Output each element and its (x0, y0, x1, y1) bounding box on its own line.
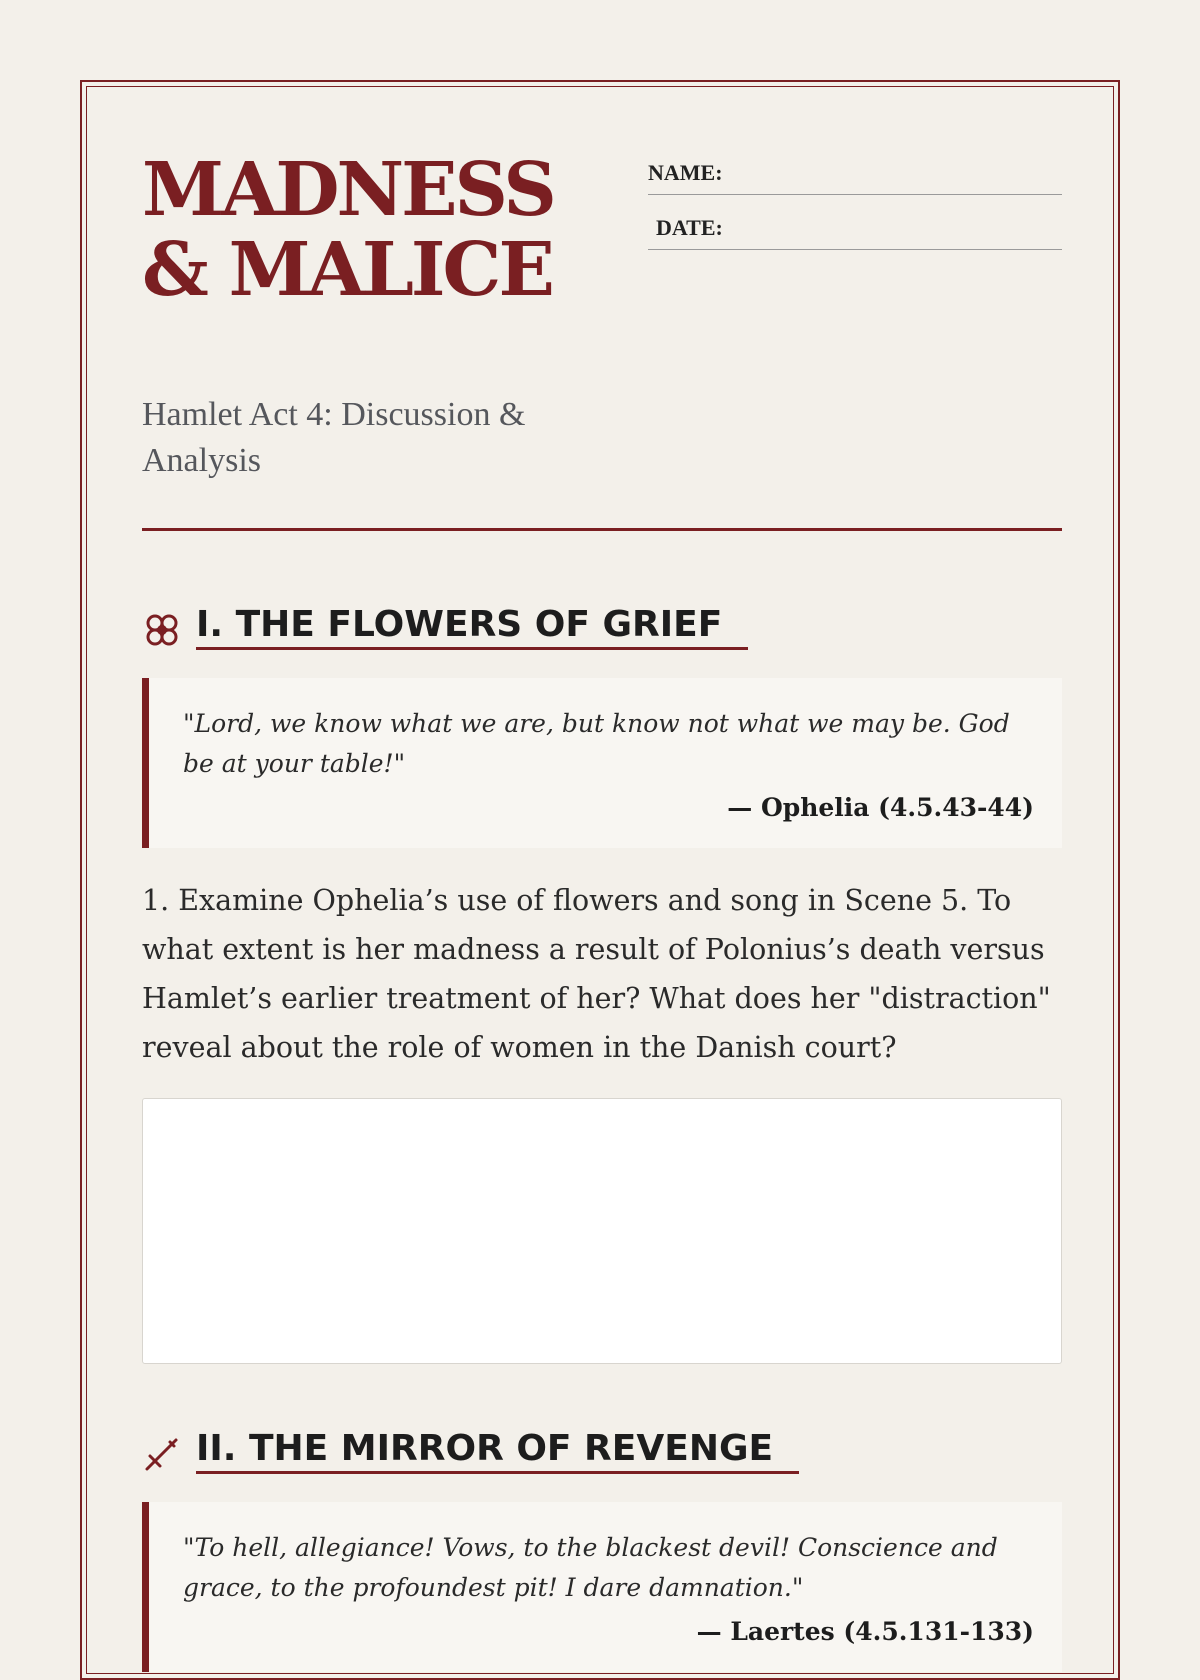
name-field (648, 142, 1062, 195)
question-text: 1. Examine Ophelia’s use of flowers and song in Scene 5. To what extent is her madness a result of Polonius’s death versus Hamlet’s earlier treatment of her? What does her "distraction" reveal about the role of women in the Danish court? (142, 884, 1051, 1064)
page-subtitle: Hamlet Act 4: Discussion & Analysis (142, 396, 526, 479)
date-field (648, 195, 1062, 250)
worksheet-content (142, 142, 1062, 1672)
quote-citation: — Ophelia (4.5.43-44) (727, 793, 1034, 822)
name-label: NAME: (648, 160, 723, 185)
section-title: I. THE FLOWERS OF GRIEF (196, 603, 748, 650)
student-info-fields (648, 142, 1062, 250)
quote-text: "Lord, we know what we are, but know not what we may be. God be at your table!" (183, 709, 1010, 778)
quote-citation: — Laertes (4.5.131-133) (696, 1617, 1034, 1646)
worksheet-header (142, 142, 1062, 530)
flower-icon (142, 610, 182, 650)
section-heading-revenge (142, 1424, 1062, 1474)
name-input[interactable] (740, 158, 1062, 190)
quote-block (142, 1502, 1062, 1672)
quote-text: "To hell, allegiance! Vows, to the blackest devil! Conscience and grace, to the profoundest pit! I dare damnation." (183, 1533, 998, 1602)
worksheet-page (80, 80, 1120, 1680)
page-title: MADNESS & MALICE (142, 147, 554, 313)
header-divider (142, 528, 1062, 531)
section-heading-flowers (142, 600, 1062, 650)
date-input[interactable] (740, 213, 1062, 245)
quote-block (142, 678, 1062, 848)
date-label: DATE: (656, 215, 723, 240)
sword-icon (142, 1434, 182, 1474)
section-title: II. THE MIRROR OF REVENGE (196, 1427, 799, 1474)
answer-box[interactable] (142, 1098, 1062, 1364)
